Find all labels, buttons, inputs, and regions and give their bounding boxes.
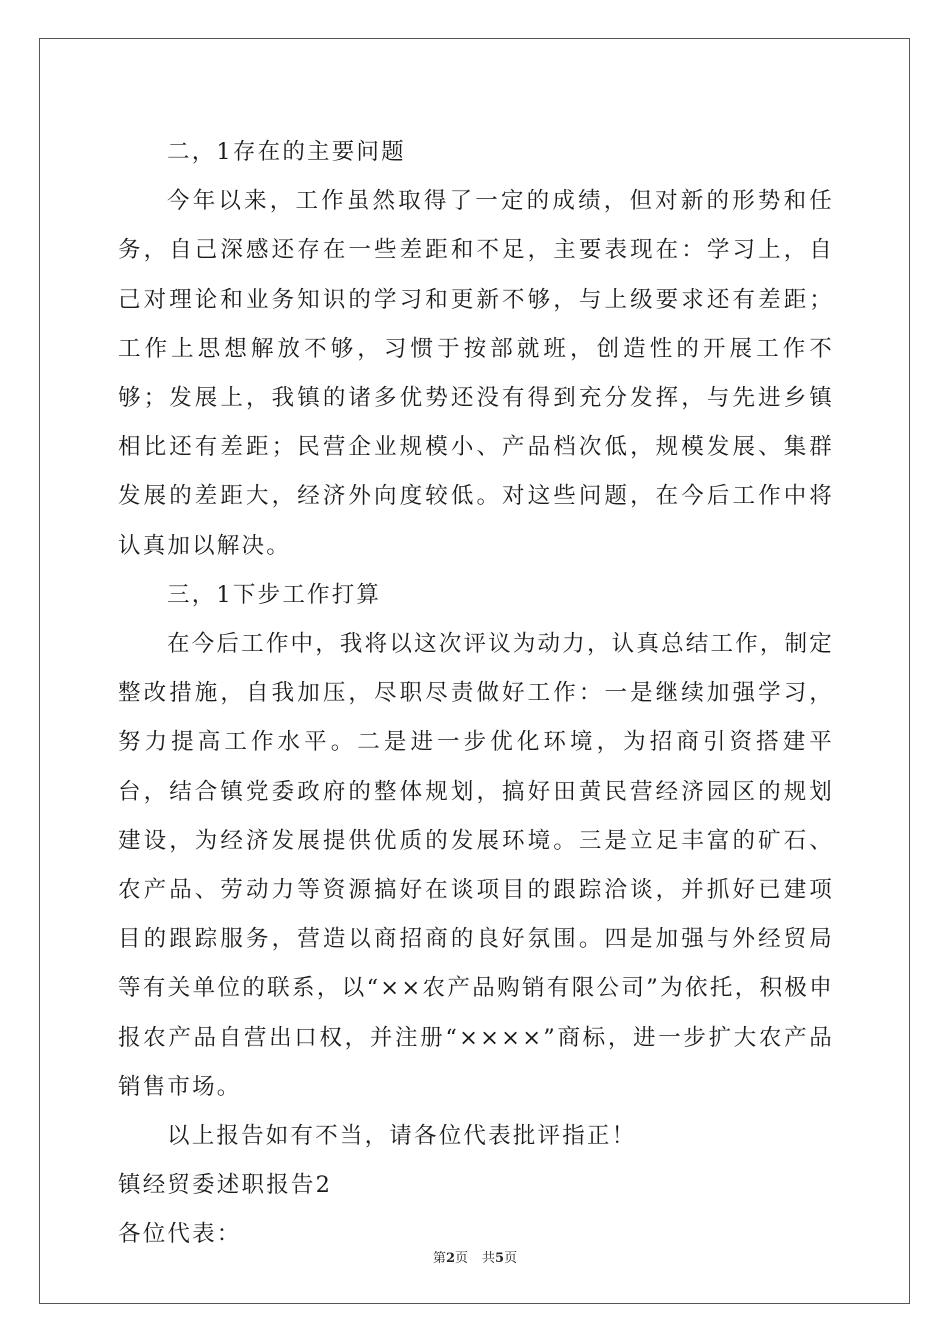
total-suffix: 页 xyxy=(504,1251,518,1266)
problems-paragraph: 今年以来，工作虽然取得了一定的成绩，但对新的形势和任务，自己深感还存在一些差距和不足，主要表现在：学习上，自己对理论和业务知识的学习和更新不够，与上级要求还有差距；工作上思想解放不够，习惯于按部就班，创造性的开展工作不够；发展上，我镇的诸多优势还没有得到充分发挥，与先进乡镇相比还有差距；民营企业规模小、产品档次低，规模发展、集群发展的差距大，经济外向度较低。对这些问题，在今后工作中将认真加以解决。 xyxy=(118,188,834,559)
salutation: 各位代表： xyxy=(118,1221,242,1248)
total-prefix: 共 xyxy=(482,1251,496,1266)
report-title: 镇经贸委述职报告2 xyxy=(118,1172,333,1199)
closing-paragraph: 以上报告如有不当，请各位代表批评指正！ xyxy=(167,1123,637,1150)
document-body xyxy=(118,128,834,1260)
plans-paragraph: 在今后工作中，我将以这次评议为动力，认真总结工作，制定整改措施，自我加压，尽职尽责做好工作：一是继续加强学习，努力提高工作水平。二是进一步优化环境，为招商引资搭建平台，结合镇党委政府的整体规划，搞好田黄民营经济园区的规划建设，为经济发展提供优质的发展环境。三是立足丰富的矿石、农产品、劳动力等资源搞好在谈项目的跟踪洽谈，并抓好已建项目的跟踪服务，营造以商招商的良好氛围。四是加强与外经贸局等有关单位的联系，以“××农产品购销有限公司”为依托，积极申报农产品自营出口权，并注册“××××”商标，进一步扩大农产品销售市场。 xyxy=(118,631,834,1100)
page-prefix: 第 xyxy=(432,1251,446,1266)
section-heading-plans: 三，1下步工作打算 xyxy=(167,581,382,608)
total-pages: 5 xyxy=(495,1251,505,1266)
page-suffix: 页 xyxy=(454,1251,468,1266)
section-heading-problems: 二，1存在的主要问题 xyxy=(167,139,406,165)
page-footer xyxy=(0,1247,950,1266)
page-number: 2 xyxy=(445,1251,455,1266)
